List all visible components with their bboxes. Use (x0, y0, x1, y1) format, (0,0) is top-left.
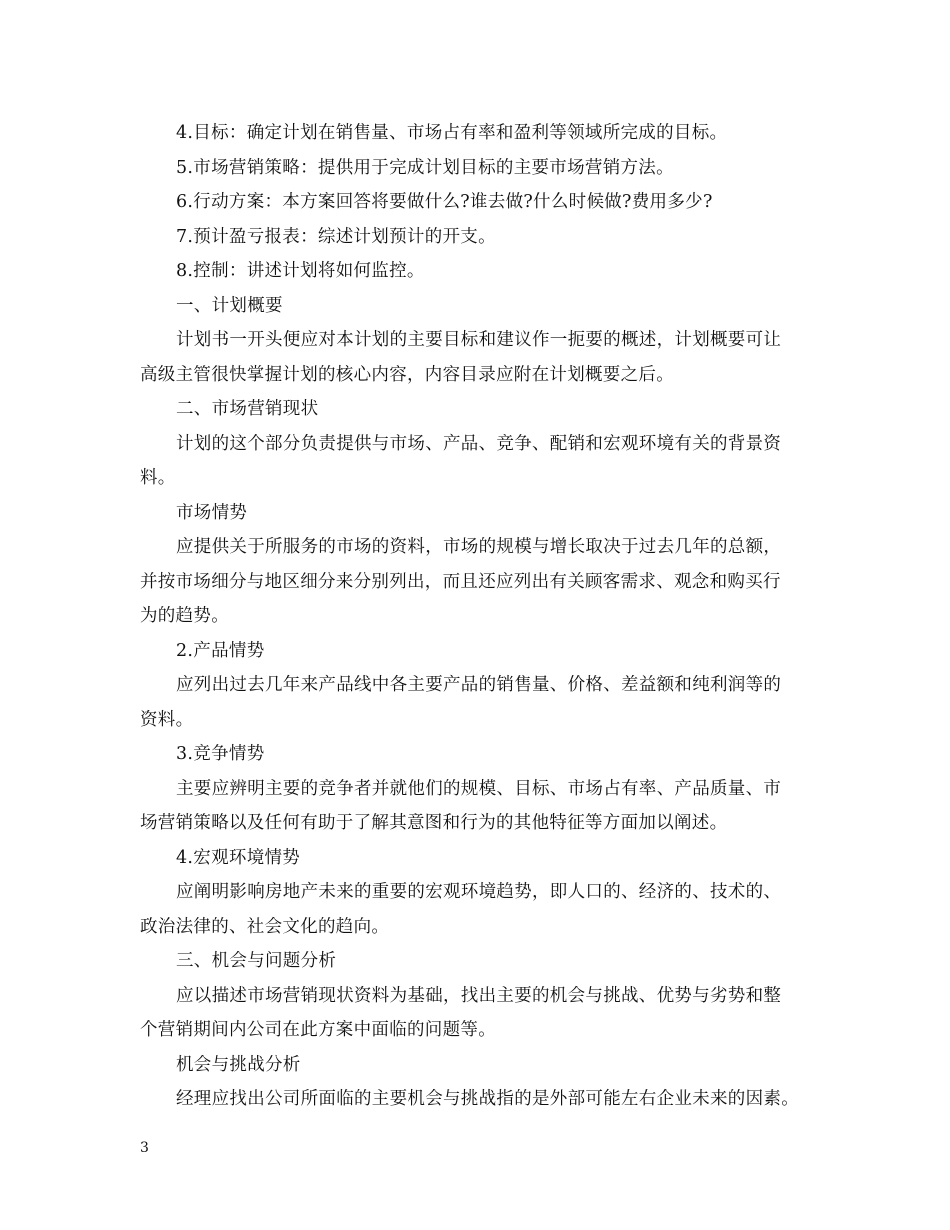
text-line: 主要应辨明主要的竞争者并就他们的规模、目标、市场占有率、产品质量、市 (176, 778, 782, 799)
text-line: 个营销期间内公司在此方案中面临的问题等。 (140, 1020, 496, 1040)
text-line: 应以描述市场营销现状资料为基础，找出主要的机会与挑战、优势与劣势和整 (176, 985, 782, 1006)
text-line: 政治法律的、社会文化的趋向。 (140, 916, 390, 937)
text-line: 2.产品情势 (176, 640, 265, 661)
text-line: 7.预计盈亏报表：综述计划预计的开支。 (176, 226, 496, 247)
text-line: 经理应找出公司所面临的主要机会与挑战指的是外部可能左右企业未来的因素。 (176, 1089, 799, 1109)
document-body (140, 116, 816, 1117)
text-line: 资料。 (140, 709, 194, 730)
text-line: 8.控制：讲述计划将如何监控。 (176, 261, 425, 281)
text-line: 料。 (140, 468, 176, 488)
text-line: 并按市场细分与地区细分来分别列出，而且还应列出有关顾客需求、观念和购买行 (140, 571, 781, 592)
text-line: 3.竞争情势 (176, 744, 265, 764)
text-line: 计划的这个部分负责提供与市场、产品、竞争、配销和宏观环境有关的背景资 (176, 433, 782, 454)
text-line: 三、机会与问题分析 (176, 951, 337, 971)
text-line: 一、计划概要 (176, 295, 283, 316)
text-line: 4.目标：确定计划在销售量、市场占有率和盈利等领域所完成的目标。 (176, 123, 728, 143)
text-line: 应列出过去几年来产品线中各主要产品的销售量、价格、差益额和纯利润等的 (176, 675, 782, 695)
text-line: 应阐明影响房地产未来的重要的宏观环境趋势，即人口的、经济的、技术的、 (176, 882, 782, 902)
text-line: 高级主管很快掌握计划的核心内容，内容目录应附在计划概要之后。 (140, 364, 674, 385)
text-line: 机会与挑战分析 (176, 1054, 301, 1075)
text-line: 计划书一开头便应对本计划的主要目标和建议作一扼要的概述，计划概要可让 (176, 330, 782, 350)
text-line: 为的趋势。 (140, 606, 229, 626)
text-line: 二、市场营销现状 (176, 399, 319, 419)
text-line: 场营销策略以及任何有助于了解其意图和行为的其他特征等方面加以阐述。 (140, 813, 728, 833)
text-line: 5.市场营销策略：提供用于完成计划目标的主要市场营销方法。 (176, 157, 674, 178)
text-line: 6.行动方案：本方案回答将要做什么?谁去做?什么时候做?费用多少? (176, 192, 713, 212)
text-line: 市场情势 (176, 502, 248, 523)
page-number: 3 (140, 1140, 149, 1156)
text-line: 4.宏观环境情势 (176, 847, 301, 868)
text-line: 应提供关于所服务的市场的资料，市场的规模与增长取决于过去几年的总额， (176, 537, 782, 557)
